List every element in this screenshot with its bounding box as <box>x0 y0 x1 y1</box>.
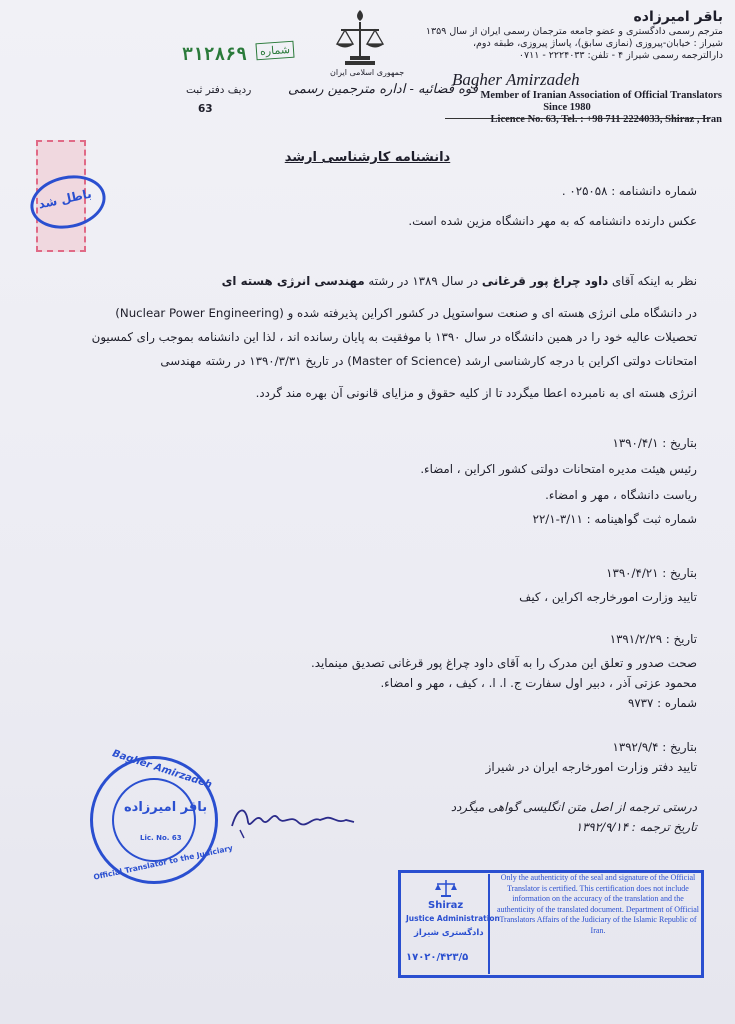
body-line: ریاست دانشگاه ، مهر و امضاء. <box>545 488 697 502</box>
stamp-note: Only the authenticity of the seal and signature of the Official Translator is certified. This certification does not include information on the accuracy of the translation and the authenticity of the translated document. Department of Official Translators Affairs of the Judiciary of the Islamic Republic of Iran. <box>496 873 699 935</box>
translator-name-fa: باقر امیرزاده <box>633 9 723 25</box>
header-line: شیراز : خیابان-پیروزی (نمازی سابق)، پاساژ پیروزی، طبقه دوم، <box>472 38 723 49</box>
seal-name: Bagher Amirzadeh <box>110 748 214 791</box>
body-line: تایید وزارت امورخارجه اکراین ، کیف <box>519 590 697 604</box>
body-line: شماره : ۹۷۳۷ <box>627 696 697 710</box>
scales-emblem-icon <box>333 8 388 68</box>
header-line: مترجم رسمی دادگستری و عضو جامعه مترجمان رسمی ایران از سال ۱۳۵۹ <box>425 26 723 37</box>
diploma-number: شماره دانشنامه : ۰۲۵۰۵۸ . <box>561 184 697 198</box>
translator-header-fa <box>426 8 723 62</box>
header-line: Member of Iranian Association of Official Translators <box>480 90 722 101</box>
body-text: نظر به اینکه آقای <box>611 274 697 288</box>
body-line: صحت صدور و تعلق این مدرک را به آقای داود چراغ پور قرغانی تصدیق مینماید. <box>311 656 697 670</box>
header-line: Licence No. 63, Tel. : +98 711 2224033, Shiraz , Iran <box>490 114 722 125</box>
body-line: تایید دفتر وزارت امورخارجه ایران در شیراز <box>485 760 697 774</box>
body-line: شماره ثبت گواهینامه : ۳/۱۱-۲۲/۱ <box>532 512 697 526</box>
document-title: دانشنامه کارشناسی ارشد <box>284 150 451 165</box>
body-line: محمود عزتی آذر ، دبیر اول سفارت ج. ا. ا. ، کیف ، مهر و امضاء. <box>380 676 697 690</box>
date-line: بتاریخ : ۱۳۹۲/۹/۴ <box>612 740 697 754</box>
body-line: انرژی هسته ای به نامبرده اعطا میگردد تا از کلیه حقوق و مزایای قانونی آن بهره مند گردد. <box>255 386 697 400</box>
translation-date: تاریخ ترجمه : ۱۳۹۲/۹/۱۴ <box>575 820 697 834</box>
body-line: تحصیلات عالیه خود را در همین دانشگاه در سال ۱۳۹۰ با موفقیت به پایان رسانده اند ، لذا این دانشنامه بموجب رای کمسیون <box>91 330 697 344</box>
field-of-study: مهندسی انرژی هسته ای <box>221 274 365 288</box>
signature <box>228 800 358 840</box>
scales-icon <box>434 878 458 898</box>
cancel-stamp-text: باطل شد <box>37 186 93 212</box>
serial-number: ۳۱۲۸۶۹ <box>182 44 248 65</box>
translator-seal-inner <box>112 778 196 862</box>
body-line <box>222 274 697 288</box>
register-number: 63 <box>198 103 213 115</box>
header-line: دارالترجمه رسمی شیراز ۴ - تلفن: ۲۲۲۴۰۳۳ - ۰۷۱۱ <box>518 50 723 61</box>
body-line: (Nuclear Power Engineering) در دانشگاه ملی انرژی هسته ای و صنعت سواستوپل در کشور اکراین پذیرفته شده و <box>115 306 697 320</box>
photo-note: عکس دارنده دانشنامه که به مهر دانشگاه مزین شده است. <box>408 214 697 228</box>
date-line: بتاریخ : ۱۳۹۰/۴/۱ <box>612 436 697 450</box>
stamp-city: Shiraz <box>428 900 464 911</box>
emblem-caption: جمهوری اسلامی ایران <box>330 68 405 77</box>
seal-name-fa: باقر امیرزاده <box>124 800 208 815</box>
date-line: تاریخ : ۱۳۹۱/۲/۲۹ <box>609 632 697 646</box>
body-line: امتحانات دولتی اکراین با درجه کارشناسی ارشد (Master of Science) در تاریخ ۱۳۹۰/۳/۳۱ در رشته مهندسی <box>160 354 697 368</box>
seal-licence: Lic. No. 63 <box>140 834 182 842</box>
serial-stamp: شماره <box>255 41 294 61</box>
body-text: در سال ۱۳۸۹ در رشته <box>368 274 479 288</box>
certification-line: درستی ترجمه از اصل متن انگلیسی گواهی میگردد <box>450 800 697 814</box>
seal-title: Official Translator to the Judiciary <box>92 843 234 882</box>
header-divider <box>445 118 710 119</box>
header-line: Since 1980 <box>543 102 591 113</box>
stamp-department-fa: دادگستری شیراز <box>414 928 484 938</box>
register-label: ردیف دفتر ثبت <box>186 84 252 96</box>
date-line: بتاریخ : ۱۳۹۰/۴/۲۱ <box>606 566 697 580</box>
body-line: رئیس هیئت مدیره امتحانات دولتی کشور اکراین ، امضاء. <box>420 462 697 476</box>
translator-name-en: Bagher Amirzadeh <box>452 70 580 89</box>
stamp-department: Justice Administration <box>406 914 500 923</box>
stamp-number: ۱۷۰۲۰/۴۲۳/۵ <box>406 952 469 963</box>
emblem-caption: قوه قضائیه - اداره مترجمین رسمی <box>288 82 478 97</box>
holder-name: داود چراغ پور قرغانی <box>481 274 609 288</box>
